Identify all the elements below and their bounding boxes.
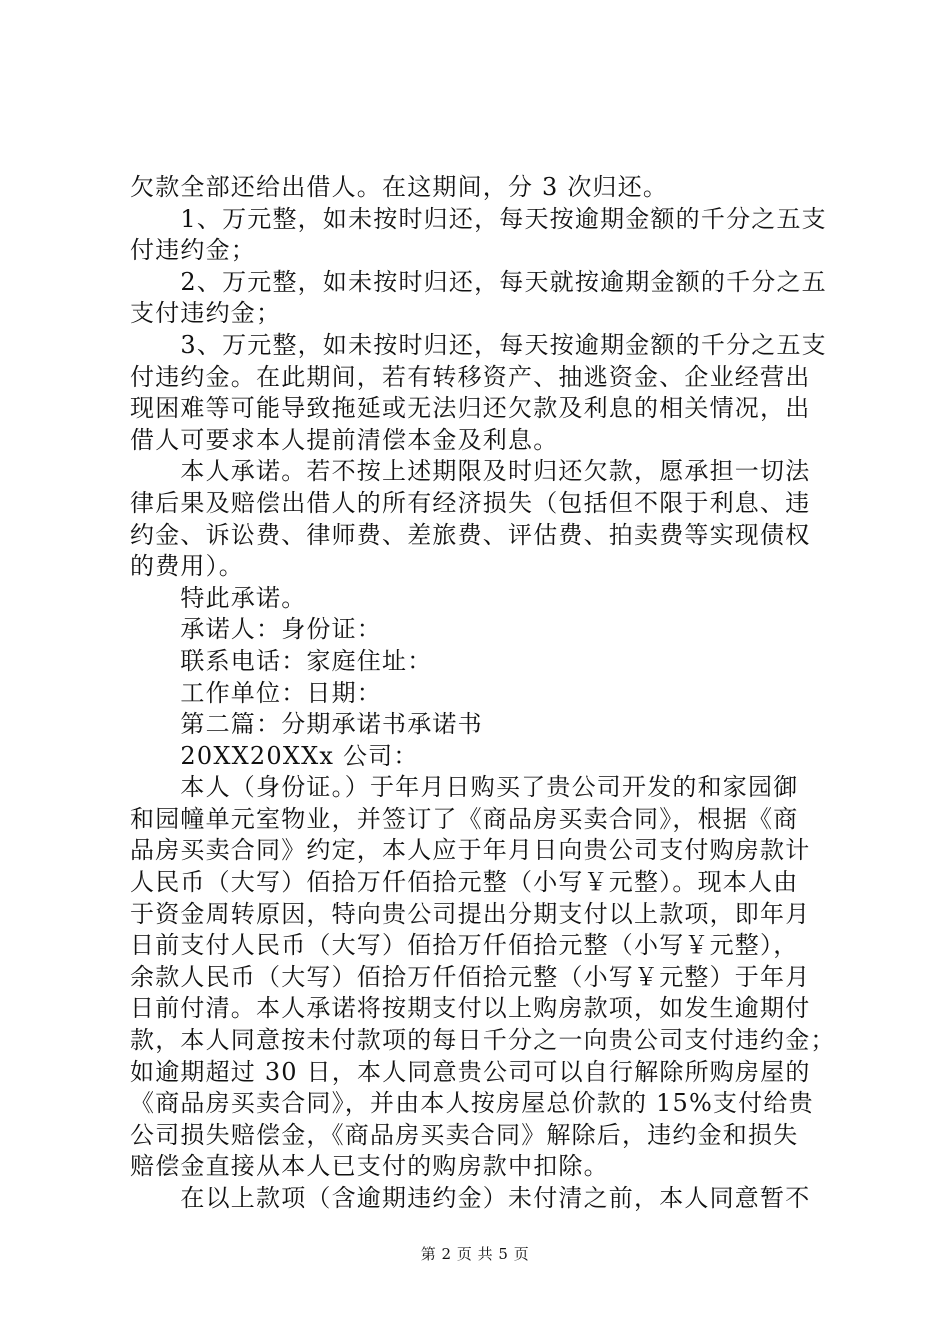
text-line: 赔偿金直接从本人已支付的购房款中扣除。 — [130, 1152, 609, 1181]
text-line: 约金、诉讼费、律师费、差旅费、评估费、拍卖费等实现债权 — [130, 520, 811, 549]
text-line: 款，本人同意按未付款项的每日千分之一向贵公司支付违约金； — [130, 1026, 836, 1055]
text-line: 特此承诺。 — [130, 583, 307, 612]
text-line: 律后果及赔偿出借人的所有经济损失（包括但不限于利息、违 — [130, 488, 811, 517]
text-line: 日前支付人民币（大写）佰拾万仟佰拾元整（小写￥元整）， — [130, 931, 799, 960]
text-line: 3、万元整，如未按时归还，每天按逾期金额的千分之五支 — [130, 330, 827, 359]
text-line: 余款人民币（大写）佰拾万仟佰拾元整（小写￥元整）于年月 — [130, 962, 811, 991]
text-line: 2、万元整，如未按时归还，每天就按逾期金额的千分之五 — [130, 267, 827, 296]
text-line: 的费用）。 — [130, 552, 244, 581]
text-line: 品房买卖合同》约定，本人应于年月日向贵公司支付购房款计 — [130, 836, 811, 865]
text-line: 付违约金； — [130, 236, 256, 265]
text-line: 工作单位：日期： — [130, 678, 382, 707]
text-line: 联系电话：家庭住址： — [130, 646, 433, 675]
text-line: 本人承诺。若不按上述期限及时归还欠款，愿承担一切法 — [130, 457, 811, 486]
text-line: 公司损失赔偿金，《商品房买卖合同》解除后，违约金和损失 — [130, 1120, 799, 1149]
page-footer: 第 2 页 共 5 页 — [420, 1245, 530, 1263]
text-line: 现困难等可能导致拖延或无法归还欠款及利息的相关情况，出 — [130, 394, 811, 423]
text-line: 1、万元整，如未按时归还，每天按逾期金额的千分之五支 — [130, 204, 827, 233]
text-line: 和园幢单元室物业，并签订了《商品房买卖合同》，根据《商 — [130, 804, 799, 833]
text-line: 承诺人：身份证： — [130, 615, 382, 644]
text-line: 支付违约金； — [130, 299, 282, 328]
text-line: 本人（身份证。）于年月日购买了贵公司开发的和家园御 — [130, 773, 799, 802]
text-line: 第二篇：分期承诺书承诺书 — [130, 710, 483, 739]
text-line: 如逾期超过 30 日，本人同意贵公司可以自行解除所购房屋的 — [130, 1057, 811, 1086]
text-line: 付违约金。在此期间，若有转移资产、抽逃资金、企业经营出 — [130, 362, 811, 391]
text-line: 欠款全部还给出借人。在这期间，分 3 次归还。 — [130, 173, 669, 201]
text-line: 20XX20XXx 公司： — [130, 741, 419, 770]
text-line: 借人可要求本人提前清偿本金及利息。 — [130, 425, 559, 454]
text-line: 《商品房买卖合同》，并由本人按房屋总价款的 15%支付给贵 — [130, 1089, 814, 1118]
text-line: 在以上款项（含逾期违约金）未付清之前，本人同意暂不 — [130, 1184, 811, 1212]
text-line: 于资金周转原因，特向贵公司提出分期支付以上款项，即年月 — [130, 899, 811, 928]
text-line: 日前付清。本人承诺将按期支付以上购房款项，如发生逾期付 — [130, 994, 811, 1023]
text-line: 人民币（大写）佰拾万仟佰拾元整（小写￥元整）。现本人由 — [130, 868, 799, 897]
document-body — [130, 172, 836, 1215]
